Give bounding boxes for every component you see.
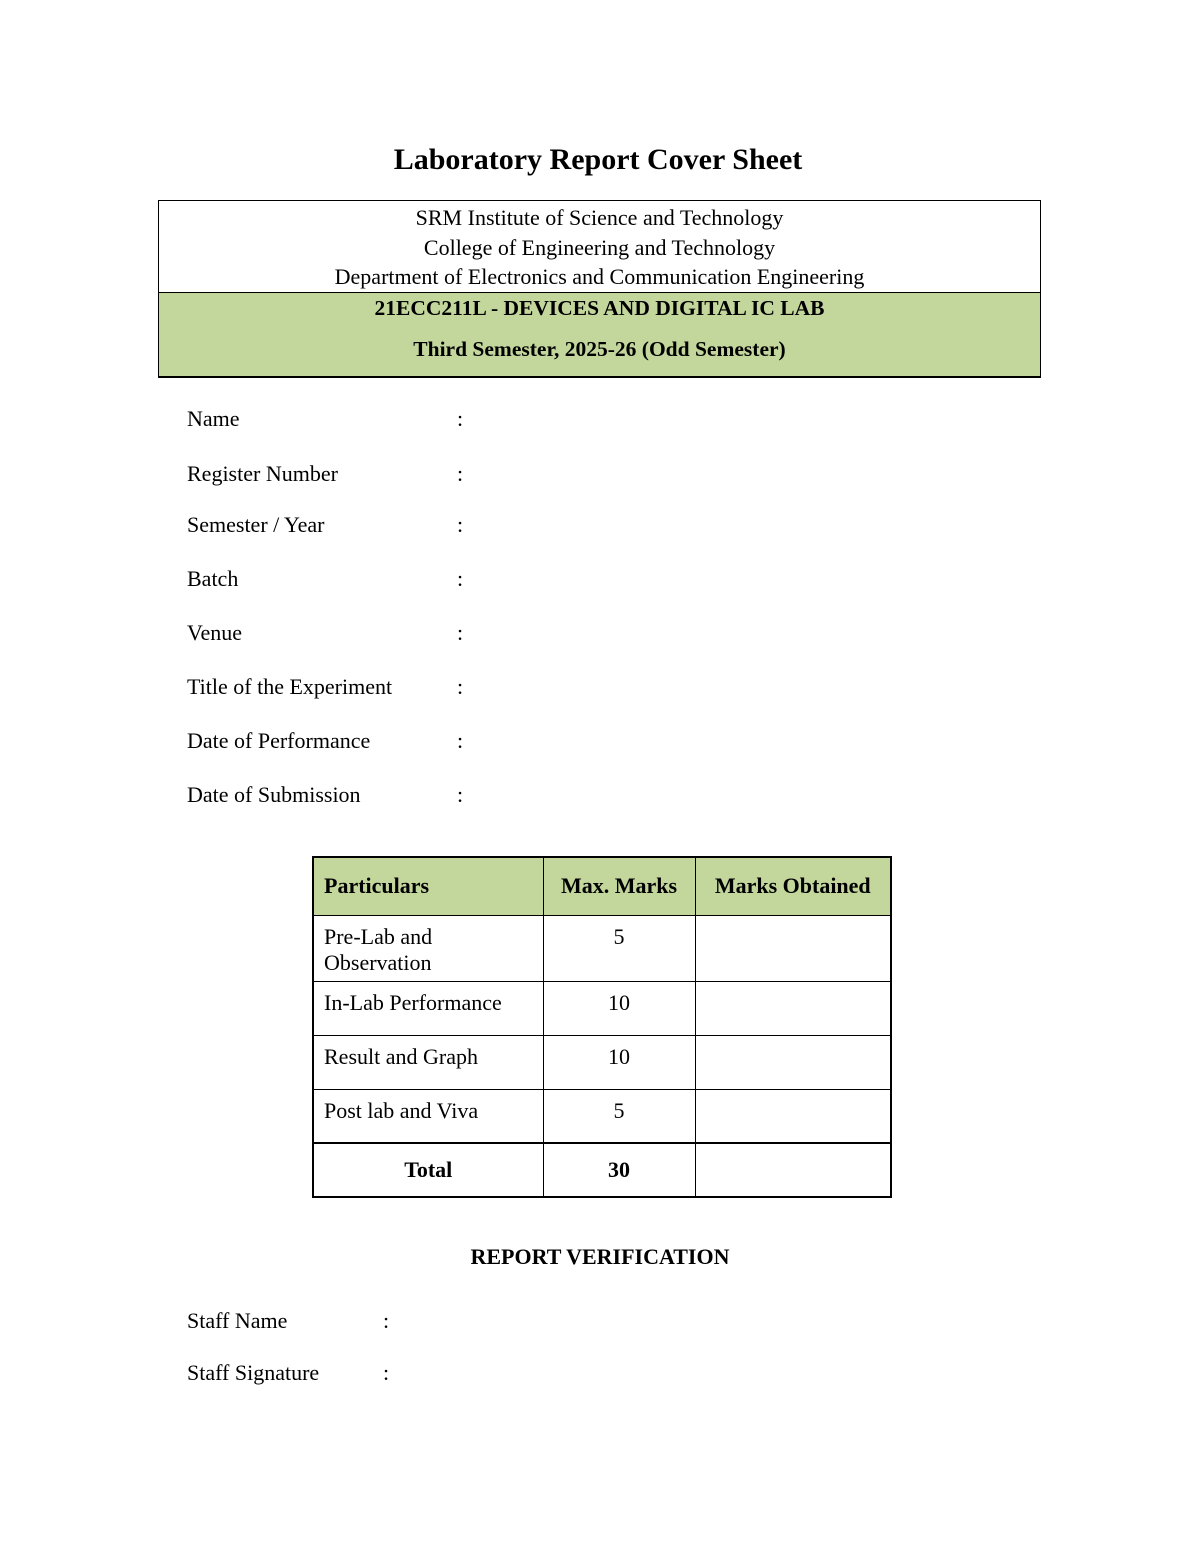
department-name: Department of Electronics and Communication Engineering [334,264,865,289]
field-label-title-of-experiment: Title of the Experiment [187,674,393,699]
table-row [313,915,891,981]
header-particulars: Particulars [313,857,543,915]
max-marks-cell: 5 [543,915,695,981]
field-label-name: Name [187,406,240,431]
field-colon: : [457,782,464,807]
marks-obtained-cell[interactable] [695,981,891,1035]
staff-name-label: Staff Name [187,1308,288,1333]
institution-block [159,201,1040,293]
total-label: Total [313,1143,543,1197]
field-label-date-of-performance: Date of Performance [187,728,371,753]
semester-line: Third Semester, 2025-26 (Odd Semester) [413,337,786,361]
field-colon: : [457,461,464,486]
marks-obtained-cell[interactable] [695,1035,891,1089]
field-label-batch: Batch [187,566,239,591]
report-verification-title: REPORT VERIFICATION [470,1244,730,1269]
total-max-marks: 30 [543,1143,695,1197]
college-name: College of Engineering and Technology [423,234,776,260]
marks-obtained-cell[interactable] [695,1089,891,1143]
table-row [313,1089,891,1143]
staff-signature-label: Staff Signature [187,1360,320,1385]
course-code-title: 21ECC211L - DEVICES AND DIGITAL IC LAB [374,296,825,320]
particular-cell: In-Lab Performance [313,981,543,1035]
field-colon: : [457,620,464,645]
field-colon: : [457,728,464,753]
marks-table [312,856,892,1198]
field-colon: : [383,1360,390,1385]
header-marks-obtained: Marks Obtained [695,857,891,915]
particular-cell: Pre-Lab and Observation [313,915,543,981]
course-block [159,293,1040,376]
total-row [313,1143,891,1197]
field-label-venue: Venue [187,620,242,645]
institution-name: SRM Institute of Science and Technology [415,205,784,230]
total-marks-obtained[interactable] [695,1143,891,1197]
field-colon: : [457,512,464,537]
field-label-register-number: Register Number [187,461,338,486]
particular-cell: Result and Graph [313,1035,543,1089]
max-marks-cell: 5 [543,1089,695,1143]
table-row [313,981,891,1035]
field-colon: : [457,566,464,591]
max-marks-cell: 10 [543,1035,695,1089]
field-label-date-of-submission: Date of Submission [187,782,361,807]
marks-obtained-cell[interactable] [695,915,891,981]
page-title: Laboratory Report Cover Sheet [393,143,803,176]
field-colon: : [457,674,464,699]
field-colon: : [457,406,464,431]
header-max-marks: Max. Marks [543,857,695,915]
max-marks-cell: 10 [543,981,695,1035]
field-label-semester-year: Semester / Year [187,512,325,537]
field-colon: : [383,1308,390,1333]
table-row [313,1035,891,1089]
particular-cell: Post lab and Viva [313,1089,543,1143]
header-box [158,200,1041,378]
marks-table-header-row [313,857,891,915]
